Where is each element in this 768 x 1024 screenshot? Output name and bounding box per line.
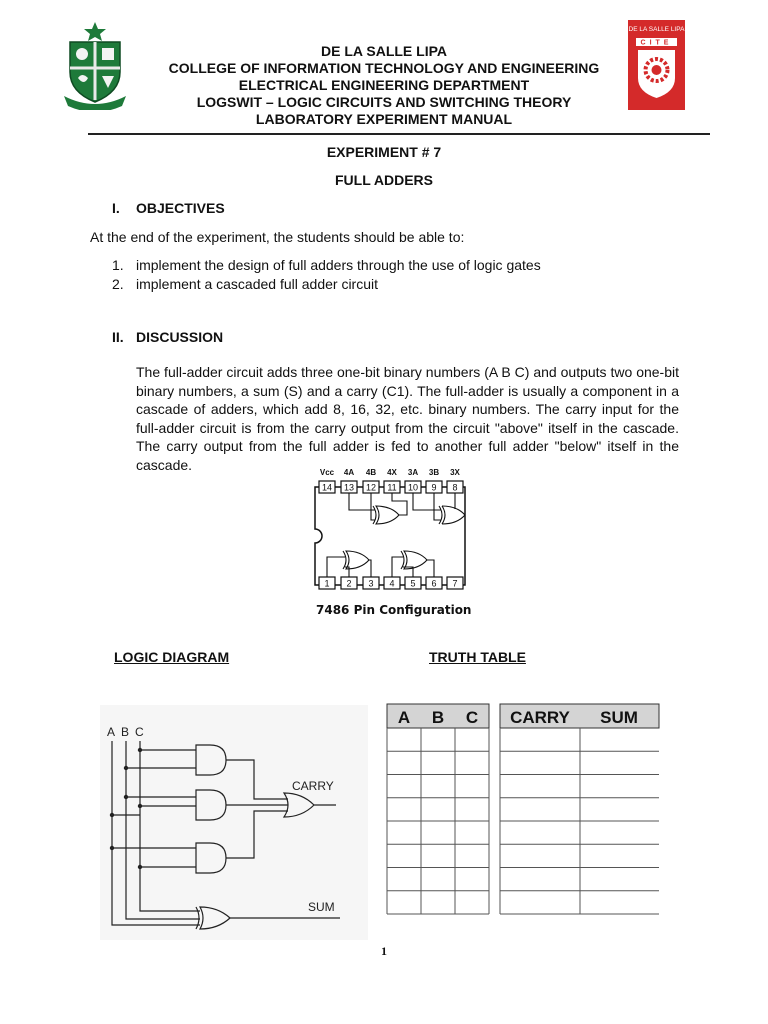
header-divider	[88, 133, 710, 135]
pin-number: 2	[346, 578, 352, 589]
objective-text: implement a cascaded full adder circuit	[136, 276, 379, 292]
objectives-intro: At the end of the experiment, the students should be able to:	[90, 229, 465, 245]
pin-number: 10	[407, 482, 419, 493]
pin-number: 9	[431, 482, 437, 493]
pin-number: 1	[324, 578, 330, 589]
experiment-number: EXPERIMENT # 7	[326, 144, 442, 160]
pin-label: 4B	[365, 468, 377, 477]
pin-label: 3B	[428, 468, 440, 477]
pin-label: Vcc	[319, 468, 335, 477]
header-cell-b: B	[431, 708, 445, 727]
logic-diagram-heading: LOGIC DIAGRAM	[114, 649, 230, 665]
pin-number: 3	[368, 578, 374, 589]
objectives-heading: OBJECTIVES	[136, 200, 225, 216]
objective-text: implement the design of full adders through the use of logic gates	[136, 257, 541, 273]
pin-label: 3X	[450, 468, 460, 477]
carry-label: CARRY	[292, 779, 334, 793]
discussion-heading: DISCUSSION	[136, 329, 224, 345]
objective-number: 1.	[112, 257, 124, 273]
pin-number: 12	[365, 482, 377, 493]
header-cell-carry: CARRY	[510, 708, 570, 727]
department-name: ELECTRICAL ENGINEERING DEPARTMENT	[238, 77, 530, 93]
pin-number: 14	[321, 482, 333, 493]
ic-7486-pin-diagram	[305, 465, 475, 597]
header-cell-c: C	[465, 708, 479, 727]
sum-label: SUM	[308, 900, 335, 914]
discussion-paragraph: The full-adder circuit adds three one-bit binary numbers (A B C) and outputs two one-bit binary numbers, a sum (S) and a carry (C1). The full-adder is usually a component in a cascade of adders, which add 8, 16, 32, etc. binary numbers. The carry input for the full-adder circuit is from the carry output from the circuit "above" itself in the cascade. The carry output from the full adder is fed to another full adder "below" itself in the cascade.	[136, 364, 679, 473]
objectives-numeral: I.	[112, 200, 120, 216]
cite-logo-banner: CITE	[640, 39, 673, 47]
discussion-numeral: II.	[112, 329, 124, 345]
pin-diagram-caption: 7486 Pin Configuration	[316, 603, 472, 617]
page-number: 1	[381, 944, 387, 958]
input-label-a: A	[107, 725, 116, 739]
school-name: DE LA SALLE LIPA	[321, 43, 447, 59]
pin-number: 8	[452, 482, 458, 493]
college-name: COLLEGE OF INFORMATION TECHNOLOGY AND ENGINEERING	[168, 60, 600, 76]
full-adder-logic-diagram	[100, 705, 368, 940]
objective-number: 2.	[112, 276, 124, 292]
pin-label: 4X	[387, 468, 397, 477]
course-name: LOGSWIT – LOGIC CIRCUITS AND SWITCHING THEORY	[196, 94, 572, 110]
experiment-title: FULL ADDERS	[335, 172, 433, 188]
truth-table	[385, 700, 663, 925]
input-label-b: B	[121, 725, 130, 739]
input-label-c: C	[135, 725, 144, 739]
cite-logo-text: DE LA SALLE LIPA	[628, 26, 685, 33]
pin-number: 11	[387, 482, 397, 493]
pin-number: 4	[389, 578, 395, 589]
header-cell-a: A	[397, 708, 411, 727]
pin-number: 5	[410, 578, 416, 589]
pin-label: 3A	[407, 468, 419, 477]
manual-title: LABORATORY EXPERIMENT MANUAL	[255, 111, 513, 127]
truth-table-heading: TRUTH TABLE	[429, 649, 526, 665]
pin-number: 13	[343, 482, 355, 493]
pin-number: 7	[452, 578, 458, 589]
header-cell-sum: SUM	[600, 708, 638, 727]
pin-number: 6	[431, 578, 437, 589]
pin-label: 4A	[343, 468, 355, 477]
